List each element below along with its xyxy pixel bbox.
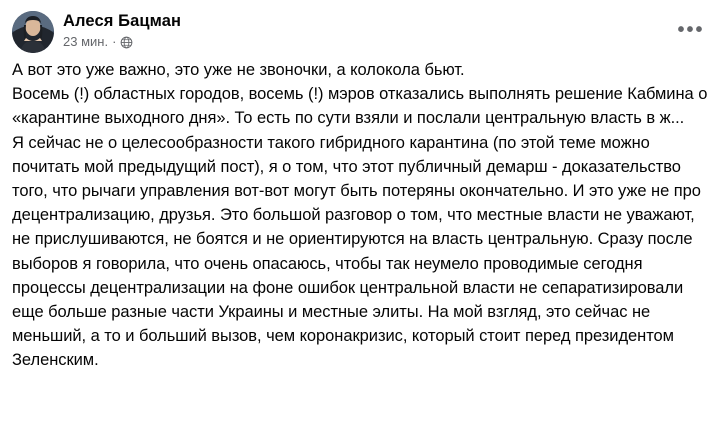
post-paragraph: Я сейчас не о целесообразности такого гибридного карантина (по этой теме можно почитать мой предыдущий пост), я о том, что этот публичный демарш - доказательство того, что рычаги управления вот-вот могут быть потеряны окончательно. И это уже не про децентрализацию, друзья. Это большой разговор о том, что местные власти не уважают, не прислушиваются, не боятся и не ориентируются на власть центральную. Сразу после выборов я говорила, что очень опасаюсь, чтобы так неумело проводимые сегодня процессы децентрализации на фоне ошибок центральной власти не сепаратизировали еще больше разные части Украины и местные элиты. На мой взгляд, это сейчас не меньший, а то и больший вызов, чем коронакризис, который стоит перед президентом Зеленским. xyxy=(12,133,701,370)
post-header-text xyxy=(63,10,181,50)
post-options-menu-button[interactable] xyxy=(673,18,709,42)
post-paragraph: А вот это уже важно, это уже не звоночки, а колокола бьют. xyxy=(12,61,465,79)
post-timestamp[interactable]: 23 мин. xyxy=(63,34,109,49)
post-text-body xyxy=(0,56,723,373)
post-meta xyxy=(63,34,181,50)
globe-icon[interactable] xyxy=(120,36,133,49)
post-header xyxy=(0,0,723,56)
ellipsis-icon: ••• xyxy=(677,19,705,41)
post-paragraph: Восемь (!) областных городов, восемь (!) мэров отказались выполнять решение Кабмина о «карантине выходного дня». То есть по сути взяли и послали центральную власть в ж... xyxy=(12,85,708,128)
avatar[interactable] xyxy=(12,11,54,53)
meta-separator: · xyxy=(112,34,117,49)
author-name[interactable]: Алеся Бацман xyxy=(63,12,182,30)
